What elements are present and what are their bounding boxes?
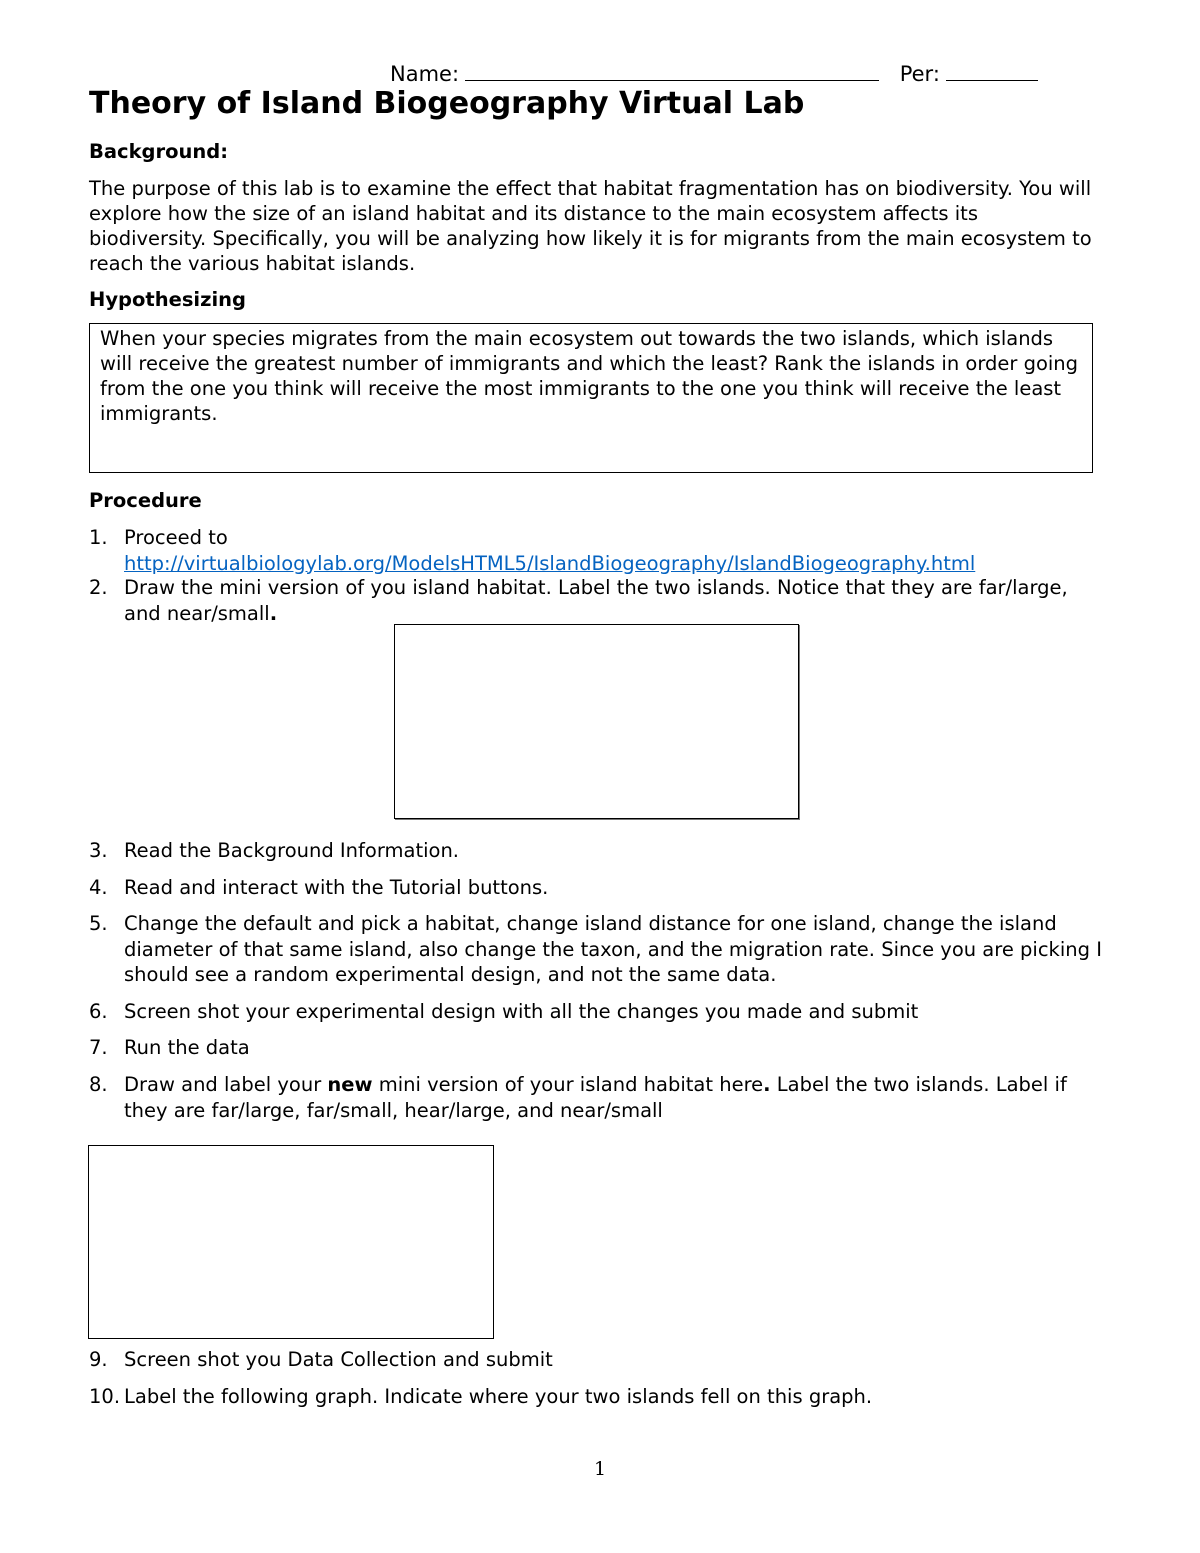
procedure-step-3 (89, 838, 1104, 864)
procedure-step-6 (89, 999, 1104, 1025)
step-text: Read and interact with the Tutorial buttons. (124, 876, 549, 899)
hypothesis-answer-box[interactable] (89, 323, 1093, 473)
procedure-step-9 (89, 1347, 1104, 1373)
name-period-line (390, 60, 1038, 86)
island-drawing-box-1[interactable] (394, 624, 799, 819)
step-text: Read the Background Information. (124, 839, 460, 862)
step-text-emphasis: new (327, 1073, 373, 1096)
procedure-step-10 (89, 1384, 1104, 1410)
background-heading: Background: (89, 140, 229, 163)
name-blank[interactable] (465, 60, 879, 81)
step-number: 2. (89, 576, 108, 599)
procedure-step-5 (89, 911, 1104, 988)
step-text: Screen shot you Data Collection and submit (124, 1348, 553, 1371)
step-text: Proceed to (124, 526, 228, 549)
procedure-heading: Procedure (89, 489, 202, 512)
period-blank[interactable] (946, 60, 1038, 81)
step-number: 4. (89, 876, 108, 899)
period-label: Per: (899, 62, 940, 86)
step-text: mini version of your island habitat here (372, 1073, 764, 1096)
step-number: 1. (89, 526, 108, 549)
step-text: Label the following graph. Indicate where your two islands fell on this graph. (124, 1385, 873, 1408)
background-text: The purpose of this lab is to examine the effect that habitat fragmentation has on biodiversity. You will explore how the size of an island habitat and its distance to the main ecosystem affects its biodiversity. Specifically, you will be analyzing how likely it is for migrants from the main ecosystem to reach the various habitat islands. (89, 177, 1092, 275)
step-text-period: . (763, 1073, 771, 1096)
procedure-step-4 (89, 875, 1104, 901)
procedure-step-2 (89, 575, 1104, 626)
step-number: 3. (89, 839, 108, 862)
virtual-lab-link[interactable]: http://virtualbiologylab.org/ModelsHTML5/IslandBiogeography/IslandBiogeography.html (124, 551, 976, 575)
step-number: 9. (89, 1348, 108, 1371)
hypothesizing-heading: Hypothesizing (89, 288, 246, 311)
procedure-step-1 (89, 525, 1104, 576)
step-number: 8. (89, 1073, 108, 1096)
step-text: Draw the mini version of you island habitat. Label the two islands. Notice that they are far/large, and near/small (124, 576, 1068, 625)
step-text: Draw and label your (124, 1073, 328, 1096)
page-number: 1 (593, 1458, 607, 1480)
name-label: Name: (390, 62, 460, 86)
step-text: Change the default and pick a habitat, change island distance for one island, change the island diameter of that same island, also change the taxon, and the migration rate. Since you are picking I should see a random experimental design, and not the same data. (124, 912, 1102, 986)
hypothesis-prompt: When your species migrates from the main ecosystem out towards the two islands, which islands will receive the greatest number of immigrants and which the least? Rank the islands in order going from the one you think will receive the most immigrants to the one you think will receive the least immigrants. (100, 327, 1079, 425)
step-number: 7. (89, 1036, 108, 1059)
procedure-step-8 (89, 1072, 1104, 1123)
page-title: Theory of Island Biogeography Virtual Lab (89, 86, 805, 121)
procedure-step-7 (89, 1035, 1104, 1061)
island-drawing-box-2[interactable] (88, 1145, 494, 1339)
step-text: Screen shot your experimental design with all the changes you made and submit (124, 1000, 919, 1023)
step-number: 5. (89, 912, 108, 935)
step-number: 6. (89, 1000, 108, 1023)
step-text: Run the data (124, 1036, 250, 1059)
step-text: Label the two islands. Label if they are far/large, far/small, hear/large, and near/small (124, 1073, 1067, 1122)
step-number: 10. (89, 1385, 121, 1408)
step-text-period: . (269, 601, 278, 625)
